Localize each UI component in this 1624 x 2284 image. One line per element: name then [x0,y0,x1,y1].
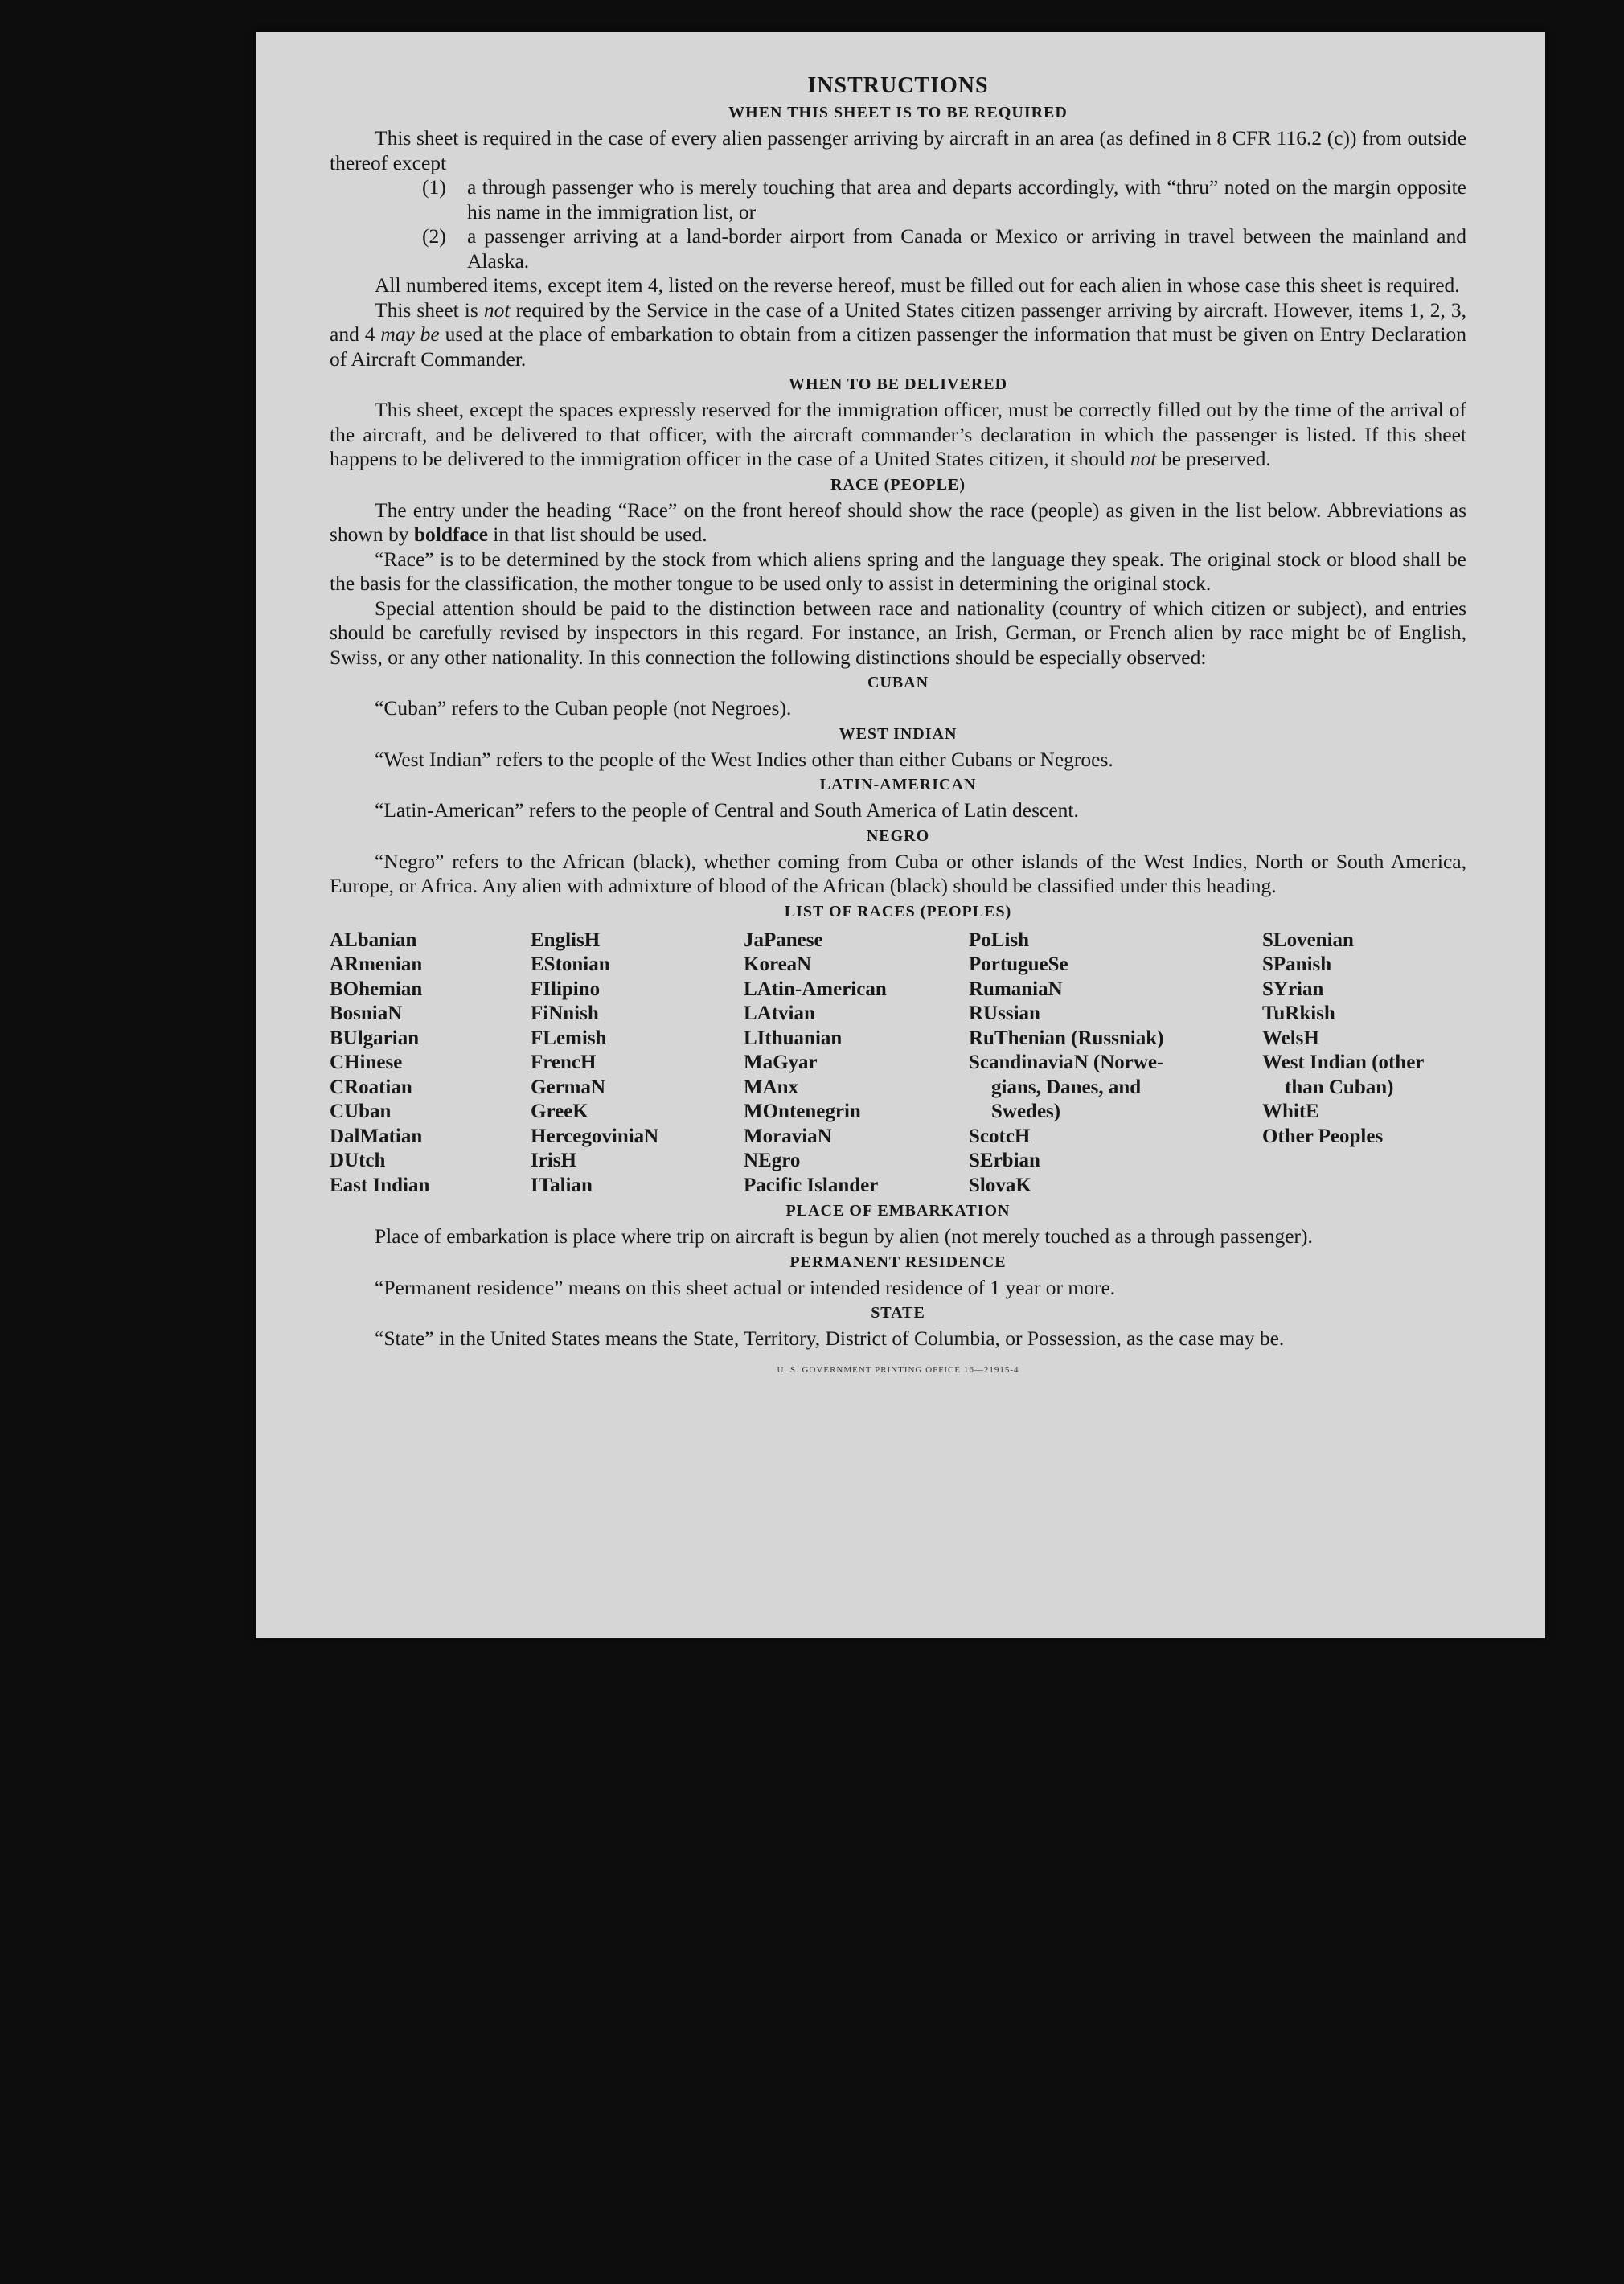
race-column-4-bottom [969,1125,1262,1199]
race-entry: SlovaK [969,1174,1031,1196]
race-entry: NEgro [744,1150,801,1171]
race-entry: West Indian (other [1262,1052,1425,1073]
race-column-5-bottom [1262,1100,1466,1149]
heading-west-indian: WEST INDIAN [839,724,958,743]
race-column-5-top [1262,929,1466,1076]
race-entry: SErbian [969,1150,1040,1171]
exception-item-1 [330,175,1466,224]
state-text: “State” in the United States means the State, Territory, District of Columbia, or Possession, as the case may be. [375,1327,1285,1350]
race-entry: LAtvian [744,1003,815,1024]
exception-text: a passenger arriving at a land-border airport from Canada or Mexico or arriving in travel between the mainland and Alaska. [467,224,1466,273]
heading-when-required: WHEN THIS SHEET IS TO BE REQUIRED [728,104,1068,121]
heading-cuban: CUBAN [867,674,929,691]
race-column-2 [531,929,744,1199]
exception-text: a through passenger who is merely touching that area and departs accordingly, with “thru” noted on the margin opposite his name in the immigration list, or [467,175,1466,223]
race-entry: WelsH [1262,1027,1319,1049]
race-entry: GreeK [531,1101,588,1122]
race-entry: KoreaN [744,953,812,975]
race-entry: MaGyar [744,1052,818,1073]
race-entry: BUlgarian [330,1027,420,1049]
race-entry: than Cuban) [1285,1076,1394,1098]
race-entry: SYrian [1262,978,1324,1000]
heading-negro: NEGRO [866,826,930,845]
citizen-paragraph: This sheet is not required by the Service in the case of a United States citizen passenger arriving by aircraft. However, items 1, 2, 3, and 4 may be used at the place of embarkation to obtain from a citizen passenger the information that must be given on Entry Declaration of Aircraft Commander. [330,297,1467,371]
negro-text: “Negro” refers to the African (black), whether coming from Cuba or other islands of the West Indies, North or South America, Europe, or Africa. Any alien with admixture of blood of the African (black) should be classified under this heading. [330,849,1466,897]
race-column-4 [969,929,1262,1199]
numbered-items-paragraph: All numbered items, except item 4, listed on the reverse hereof, must be filled out for each alien in whose case this sheet is required. [375,273,1460,297]
latin-american-text: “Latin-American” refers to the people of Central and South America of Latin descent. [375,798,1079,822]
race-entry: LAtin-American [744,978,887,1000]
race-column-4-top [969,929,1262,1076]
race-paragraph-3: Special attention should be paid to the distinction between race and nationality (country of which citizen or subject), and entries should be carefully revised by inspectors in this regard. For instance, an Irish, German, or French alien by race might be of English, Swiss, or any other nationality. In this connection the following distinctions should be especially observed: [330,596,1466,669]
race-entry: East Indian [330,1174,430,1196]
west-indian-text: “West Indian” refers to the people of the West Indies other than either Cubans or Negroes. [375,747,1113,771]
race-entry: EStonian [531,953,610,975]
race-entry: PoLish [969,929,1030,951]
race-entry: FrencH [531,1052,597,1073]
race-list [330,929,1466,1199]
race-column-1 [330,929,531,1199]
race-entry: gians, Danes, and [991,1076,1142,1098]
race-entry: ScandinaviaN (Norwe- [969,1052,1164,1073]
heading-permanent-residence: PERMANENT RESIDENCE [789,1253,1007,1271]
instruction-sheet [256,32,1545,1638]
race-entry: SPanish [1262,953,1332,975]
race-entry: ScotcH [969,1125,1031,1147]
race-entry: MAnx [744,1076,799,1098]
heading-when-delivered: WHEN TO BE DELIVERED [788,375,1008,393]
race-entry: FiNnish [531,1003,599,1024]
race-entry: ALbanian [330,929,417,951]
exception-item-2 [330,224,1466,273]
heading-embarkation: PLACE OF EMBARKATION [785,1202,1011,1220]
page-title: INSTRUCTIONS [807,73,989,98]
heading-state: STATE [871,1304,925,1322]
race-entry: GermaN [531,1076,606,1098]
race-entry: IrisH [531,1150,576,1171]
cuban-text: “Cuban” refers to the Cuban people (not Negroes). [375,696,792,720]
race-entry: WhitE [1262,1101,1319,1122]
residence-text: “Permanent residence” means on this sheet actual or intended residence of 1 year or more. [375,1275,1116,1299]
race-entry: FIlipino [531,978,601,1000]
race-entry: DalMatian [330,1125,423,1147]
race-entry: JaPanese [744,929,823,951]
race-entry: MOntenegrin [744,1101,861,1122]
race-column-5 [1262,929,1466,1199]
race-entry: EnglisH [531,929,601,951]
race-entry: RumaniaN [969,978,1063,1000]
race-entry: Swedes) [991,1101,1061,1122]
race-entry: Pacific Islander [744,1174,879,1196]
race-entry: MoraviaN [744,1125,832,1147]
race-entry: SLovenian [1262,929,1354,951]
race-column-5-continuation [1262,1076,1466,1101]
race-column-3 [744,929,969,1199]
race-entry: HercegoviniaN [531,1125,659,1147]
race-entry: BosniaN [330,1003,403,1024]
race-entry: ITalian [531,1174,593,1196]
printing-office-footer: U. S. GOVERNMENT PRINTING OFFICE 16—21915-4 [777,1364,1019,1375]
embarkation-text: Place of embarkation is place where trip on aircraft is begun by alien (not merely touched as a through passenger). [375,1224,1313,1248]
race-entry: CRoatian [330,1076,412,1098]
race-entry: DUtch [330,1150,386,1171]
race-entry: Other Peoples [1262,1125,1384,1147]
race-entry: TuRkish [1262,1003,1335,1024]
race-paragraph-1: The entry under the heading “Race” on the front hereof should show the race (people) as given in the list below. Abbreviations as shown by boldface in that list should be used. [330,498,1466,546]
exception-number: (2) [422,224,446,248]
heading-list-of-races: LIST OF RACES (PEOPLES) [784,902,1012,921]
race-entry: CUban [330,1101,392,1122]
race-paragraph-2: “Race” is to be determined by the stock from which aliens spring and the language they speak. The original stock or blood shall be the basis for the classification, the mother tongue to be used only to assist in determining the original stock. [330,547,1466,595]
race-entry: FLemish [531,1027,607,1049]
race-entry: RuThenian (Russniak) [969,1027,1164,1049]
race-entry: LIthuanian [744,1027,843,1049]
race-entry: BOhemian [330,978,423,1000]
when-required-intro: This sheet is required in the case of every alien passenger arriving by aircraft in an area (as defined in 8 CFR 116.2 (c)) from outside thereof except [330,126,1466,174]
race-entry: PortugueSe [969,953,1068,975]
race-entry: ARmenian [330,953,423,975]
heading-race: RACE (PEOPLE) [830,475,966,494]
delivered-paragraph: This sheet, except the spaces expressly reserved for the immigration officer, must be correctly filled out by the time of the arrival of the aircraft, and be delivered to that officer, with the aircraft commander’s declaration in which the passenger is listed. If this sheet happens to be delivered to the immigration officer in the case of a United States citizen, it should not be preserved. [330,398,1466,470]
exception-number: (1) [422,175,446,199]
race-entry: RUssian [969,1003,1040,1024]
race-entry: CHinese [330,1052,403,1073]
race-column-4-continuation [969,1076,1262,1125]
heading-latin-american: LATIN-AMERICAN [819,776,977,793]
